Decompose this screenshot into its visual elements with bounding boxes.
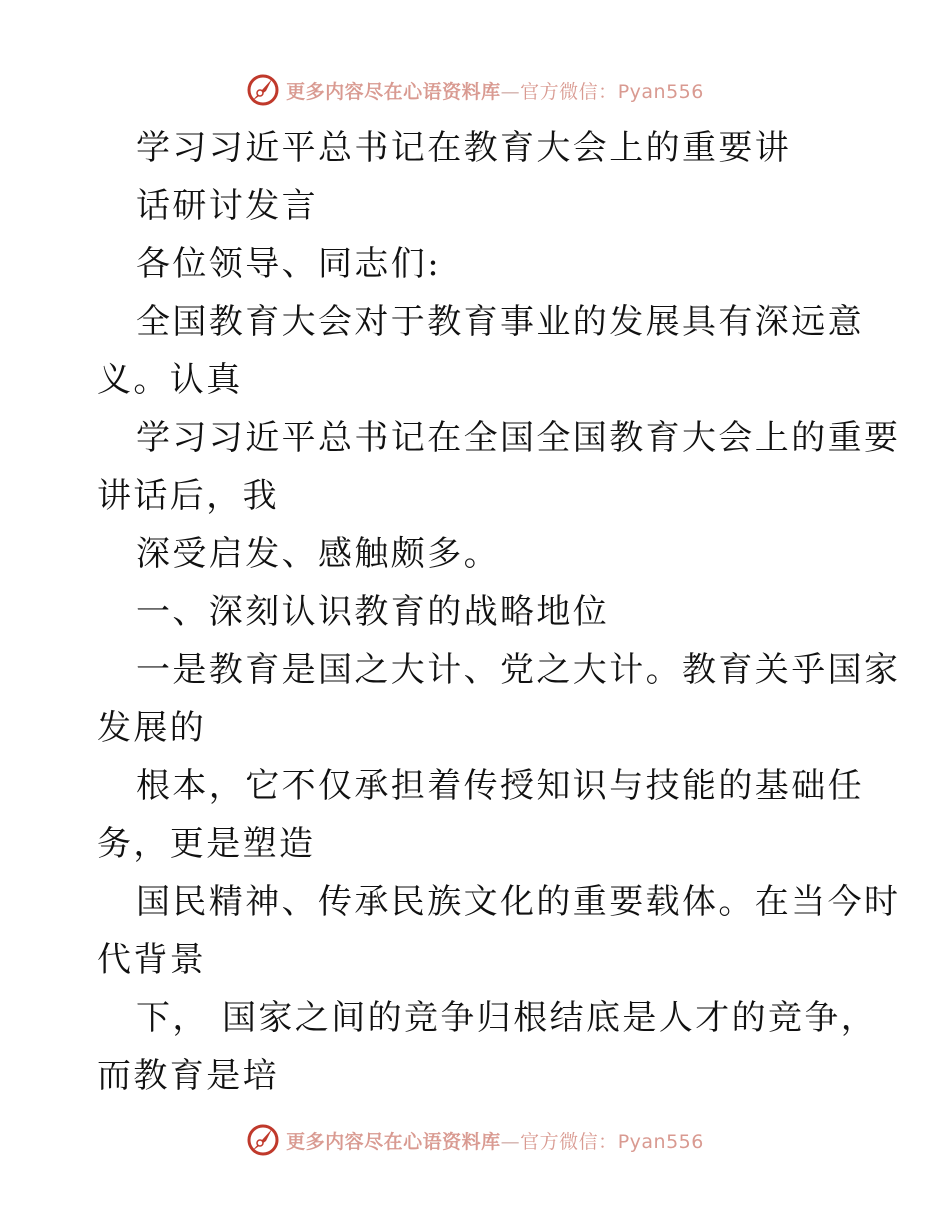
watermark-text: 更多内容尽在心语资料库—官方微信：Pyan556 xyxy=(286,80,704,103)
text-line: 讲话后，我 xyxy=(97,476,279,516)
quill-logo-icon xyxy=(246,1123,280,1157)
text-line: 一是教育是国之大计、党之大计。教育关乎国家 xyxy=(136,650,901,690)
header-watermark xyxy=(0,70,950,110)
quill-logo-icon xyxy=(246,73,280,107)
text-line: 各位领导、同志们: xyxy=(136,244,442,284)
footer-watermark xyxy=(0,1120,950,1160)
section-heading: 一、深刻认识教育的战略地位 xyxy=(136,592,610,632)
text-line: 学习习近平总书记在全国全国教育大会上的重要 xyxy=(136,418,901,458)
text-line: 义。认真 xyxy=(97,360,243,400)
text-line: 学习习近平总书记在教育大会上的重要讲 xyxy=(136,128,792,168)
text-line: 国民精神、传承民族文化的重要载体。在当今时 xyxy=(136,882,901,922)
text-line: 务，更是塑造 xyxy=(97,824,316,864)
text-line: 代背景 xyxy=(97,940,207,980)
text-line: 话研讨发言 xyxy=(136,186,318,226)
watermark-text: 更多内容尽在心语资料库—官方微信：Pyan556 xyxy=(286,1130,704,1153)
text-line: 下， 国家之间的竞争归根结底是人才的竞争， xyxy=(136,998,878,1038)
text-line: 深受启发、感触颇多。 xyxy=(136,534,500,574)
text-line: 全国教育大会对于教育事业的发展具有深远意 xyxy=(136,302,864,342)
text-line: 根本，它不仅承担着传授知识与技能的基础任 xyxy=(136,766,864,806)
text-line: 而教育是培 xyxy=(97,1056,279,1096)
text-line: 发展的 xyxy=(97,708,207,748)
